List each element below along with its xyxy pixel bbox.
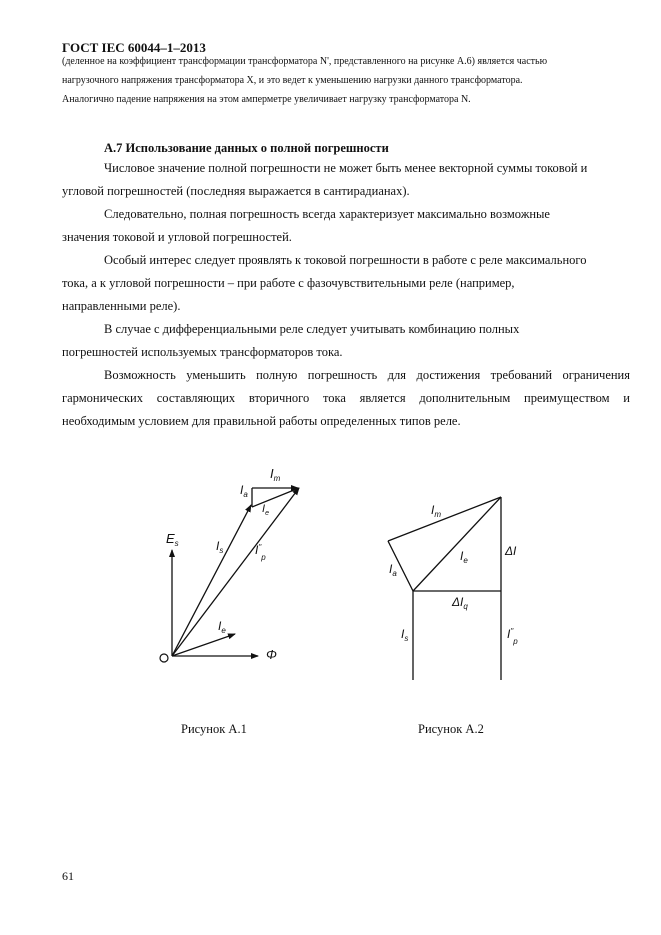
origin-marker bbox=[160, 654, 168, 662]
label-phi: Φ bbox=[266, 647, 277, 662]
paragraph-line: Особый интерес следует проявлять к токовой погрешности в работе с реле максимального bbox=[104, 253, 587, 267]
label-is: $I_s$ bbox=[216, 539, 224, 555]
intro-line-2: нагрузочного напряжения трансформатора X, и это ведет к уменьшению нагрузки данного трансформатора. bbox=[62, 75, 523, 86]
paragraph-line: Возможность уменьшить полную погрешность для достижения требований ограничения bbox=[104, 368, 630, 382]
label-ie-top: $I_e$ bbox=[262, 503, 269, 517]
label-ip: $I^"_p$ bbox=[507, 627, 518, 646]
paragraph-line: необходимым условием для правильной работы определенных типов реле. bbox=[62, 414, 461, 428]
ip-vector bbox=[172, 488, 299, 656]
figure-a2-caption: Рисунок А.2 bbox=[418, 722, 484, 736]
paragraph-line: Следовательно, полная погрешность всегда характеризует максимально возможные bbox=[104, 207, 550, 221]
paragraph-line: Числовое значение полной погрешности не может быть менее векторной суммы токовой и bbox=[104, 161, 588, 175]
label-is: $I_s$ bbox=[401, 627, 409, 643]
paragraph-line: В случае с дифференциальными реле следует учитывать комбинацию полных bbox=[104, 322, 520, 336]
paragraph-line: направленными реле). bbox=[62, 299, 181, 313]
page-number: 61 bbox=[62, 869, 74, 883]
label-ie: $I_e$ bbox=[218, 619, 226, 635]
is-vector bbox=[172, 505, 251, 656]
label-im: $I_m$ bbox=[431, 503, 442, 519]
paragraph-line: значения токовой и угловой погрешностей. bbox=[62, 230, 292, 244]
label-es: $E_s$ bbox=[166, 531, 179, 548]
label-im: $I_m$ bbox=[270, 466, 281, 483]
label-delta-iq: $\Delta I_q$ bbox=[452, 595, 468, 611]
figure-a1-caption: Рисунок А.1 bbox=[181, 722, 247, 736]
document-title: ГОСТ IEC 60044–1–2013 bbox=[62, 40, 206, 55]
figure-a1-vector-diagram bbox=[150, 460, 320, 675]
label-delta-i: ΔI bbox=[505, 544, 517, 558]
im-line bbox=[388, 497, 501, 541]
intro-line-3: Аналогично падение напряжения на этом амперметре увеличивает нагрузку трансформатора N. bbox=[62, 94, 471, 105]
figure-a2-error-diagram bbox=[375, 485, 540, 685]
section-heading: А.7 Использование данных о полной погрешности bbox=[104, 141, 389, 155]
paragraph-line: тока, а к угловой погрешности – при работе с фазочувствительными реле (например, bbox=[62, 276, 515, 290]
paragraph-line: угловой погрешностей (последняя выражается в сантирадианах). bbox=[62, 184, 410, 198]
paragraph-line: гармонических составляющих вторичного тока является дополнительным преимуществом и bbox=[62, 391, 630, 405]
label-ia: $I_a$ bbox=[240, 483, 248, 499]
label-ip: $I^"_p$ bbox=[255, 543, 266, 562]
intro-line-1: (деленное на коэффициент трансформации трансформатора N', представленного на рисунке А.6) является частью bbox=[62, 56, 548, 67]
paragraph-line: погрешностей используемых трансформаторов тока. bbox=[62, 345, 343, 359]
label-ie: $I_e$ bbox=[460, 549, 468, 565]
label-ia: $I_a$ bbox=[389, 562, 397, 578]
ie-line bbox=[413, 497, 501, 591]
